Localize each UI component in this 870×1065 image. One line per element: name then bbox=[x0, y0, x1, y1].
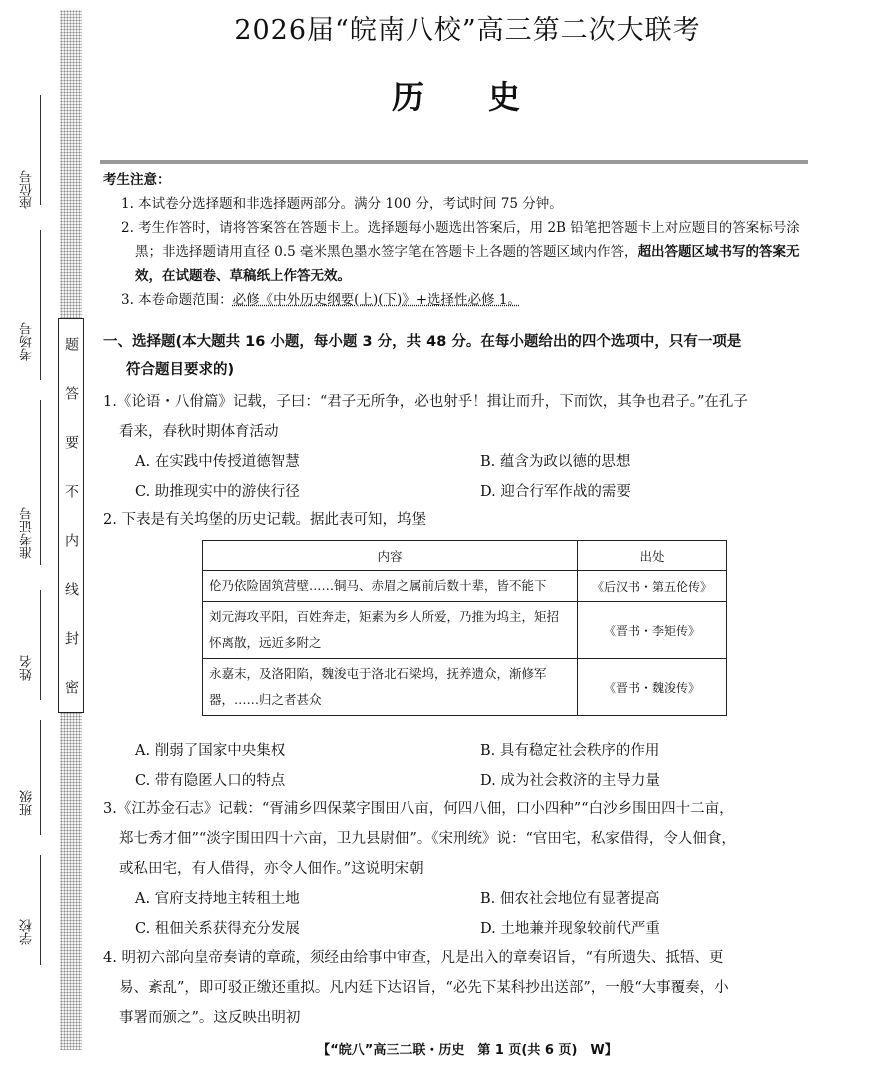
question-4-stem-line2: 易、紊乱”，即可驳正缴还重拟。凡内廷下达诏旨，“必先下某科抄出送部”，一般“大事覆奏，小 bbox=[119, 980, 729, 996]
question-3-option-c: C. 租佃关系获得充分发展 bbox=[135, 921, 300, 937]
subject-title: 历 史 bbox=[391, 78, 520, 116]
question-1-stem bbox=[103, 387, 813, 447]
notice-item-3 bbox=[103, 288, 813, 312]
notice-item-3-scope: 必修《中外历史纲要(上)(下)》+选择性必修 1。 bbox=[232, 292, 521, 308]
seal-char: 要 bbox=[63, 435, 79, 449]
name-label: 姓名 bbox=[20, 655, 35, 681]
page-footer: 【“皖八”高三二联・历史 第 1 页(共 6 页) W】 bbox=[317, 1043, 618, 1058]
seal-char: 不 bbox=[63, 484, 79, 498]
question-2-stem: 2. 下表是有关坞堡的历史记载。据此表可知，坞堡 bbox=[103, 512, 426, 528]
table-header-source: 出处 bbox=[578, 541, 727, 571]
question-3-option-d: D. 土地兼并现象较前代严重 bbox=[480, 921, 660, 937]
class-label: 班级 bbox=[20, 790, 35, 816]
question-2-table bbox=[202, 540, 727, 716]
seal-char: 线 bbox=[63, 582, 79, 596]
header-divider bbox=[100, 160, 808, 164]
question-4-stem bbox=[103, 943, 813, 1033]
question-3-stem-line3: 或私田宅，有人借得，亦令人佃作。”这说明宋朝 bbox=[119, 861, 424, 877]
table-cell-content: 刘元海攻平阳，百姓奔走，矩素为乡人所爱，乃推为坞主，矩招怀离散，远近多附之 bbox=[203, 602, 578, 659]
notice-heading: 考生注意： bbox=[103, 172, 171, 188]
question-3-option-a: A. 官府支持地主转租土地 bbox=[135, 891, 300, 907]
question-2-option-d: D. 成为社会救济的主导力量 bbox=[480, 773, 660, 789]
question-1-option-d: D. 迎合行军作战的需要 bbox=[480, 484, 631, 500]
question-1-option-c: C. 助推现实中的游侠行径 bbox=[135, 484, 300, 500]
name-line bbox=[40, 590, 41, 700]
notice-item-1: 1. 本试卷分选择题和非选择题两部分。满分 100 分，考试时间 75 分钟。 bbox=[121, 196, 563, 212]
seal-line-box bbox=[58, 318, 84, 713]
question-3-option-b: B. 佃农社会地位有显著提高 bbox=[480, 891, 660, 907]
exam-notice bbox=[103, 168, 813, 312]
table-cell-source: 《晋书・李矩传》 bbox=[578, 602, 727, 659]
section-heading-line1: 一、选择题(本大题共 16 小题，每小题 3 分，共 48 分。在每小题给出的四个选项中，只有一项是 bbox=[103, 334, 742, 350]
class-line bbox=[40, 720, 41, 835]
question-1-option-b: B. 蕴含为政以德的思想 bbox=[480, 454, 631, 470]
table-row bbox=[203, 602, 727, 659]
notice-item-2-text: 2. 考生作答时，请将答案答在答题卡上。选择题每小题选出答案后，用 2B 铅笔把答题卡上对应题目的答案标号涂黑；非选择题请用直径 0.5 毫米黑色墨水签字笔在答题卡上各题的答题区域内作答， bbox=[121, 220, 800, 260]
admission-ticket-label: 准考证号 bbox=[20, 507, 35, 559]
table-row bbox=[203, 571, 727, 602]
exam-room-line bbox=[40, 230, 41, 380]
question-3-stem-line2: 郑七秀才佃”“淡字围田四十六亩，卫九县尉佃”。《宋刑统》说：“官田宅，私家借得，令人佃食， bbox=[119, 831, 736, 847]
question-4-stem-line3: 事署而颁之”。这反映出明初 bbox=[119, 1010, 301, 1026]
school-line bbox=[40, 855, 41, 965]
question-2-option-a: A. 削弱了国家中央集权 bbox=[135, 743, 286, 759]
exam-title: 2026届“皖南八校”高三第二次大联考 bbox=[234, 15, 701, 46]
question-3-stem bbox=[103, 794, 813, 884]
table-cell-source: 《后汉书・第五伦传》 bbox=[578, 571, 727, 602]
table-cell-content: 永嘉末，及洛阳陷，魏浚屯于洛北石梁坞，抚养遗众，渐修军器，……归之者甚众 bbox=[203, 659, 578, 716]
table-cell-source: 《晋书・魏浚传》 bbox=[578, 659, 727, 716]
table-cell-content: 伦乃依险固筑营壁……铜马、赤眉之属前后数十辈，皆不能下 bbox=[203, 571, 578, 602]
seat-number-label: 座位号 bbox=[20, 170, 35, 210]
admission-ticket-line bbox=[40, 400, 41, 565]
seal-char: 内 bbox=[63, 533, 79, 547]
question-1-option-a: A. 在实践中传授道德智慧 bbox=[135, 454, 300, 470]
question-3-stem-line1: 3.《江苏金石志》记载：“胥浦乡四保菜字围田八亩，何四八佃，口小四种”“白沙乡围田四十二亩， bbox=[103, 801, 734, 817]
question-4-stem-line1: 4. 明初六部向皇帝奏请的章疏，须经由给事中审查，凡是出入的章奏诏旨，“有所遗失、抵牾、更 bbox=[103, 950, 724, 966]
school-label: 学校 bbox=[20, 919, 35, 945]
notice-item-3-text: 3. 本卷命题范围： bbox=[121, 292, 233, 308]
question-1-stem-line1: 1.《论语・八佾篇》记载，子曰：“君子无所争，必也射乎！揖让而升，下而饮，其争也君子。”在孔子 bbox=[103, 394, 748, 410]
question-2-option-c: C. 带有隐匿人口的特点 bbox=[135, 773, 286, 789]
table-row bbox=[203, 659, 727, 716]
seal-char: 答 bbox=[63, 386, 79, 400]
seal-char: 题 bbox=[63, 337, 79, 351]
exam-room-label: 考场号 bbox=[20, 322, 35, 362]
question-1-stem-line2: 看来，春秋时期体育活动 bbox=[119, 424, 279, 440]
section-heading-line2: 符合题目要求的) bbox=[126, 362, 235, 378]
question-2-option-b: B. 具有稳定社会秩序的作用 bbox=[480, 743, 660, 759]
table-header-content: 内容 bbox=[203, 541, 578, 571]
seal-char: 密 bbox=[63, 680, 79, 694]
section-heading bbox=[103, 328, 815, 384]
table-header-row bbox=[203, 541, 727, 571]
notice-item-2-emphasis: 超出答题区域书写的答案无效，在试题卷、草稿纸上作答无效。 bbox=[135, 244, 800, 284]
seal-char: 封 bbox=[63, 631, 79, 645]
notice-item-2 bbox=[103, 216, 813, 288]
